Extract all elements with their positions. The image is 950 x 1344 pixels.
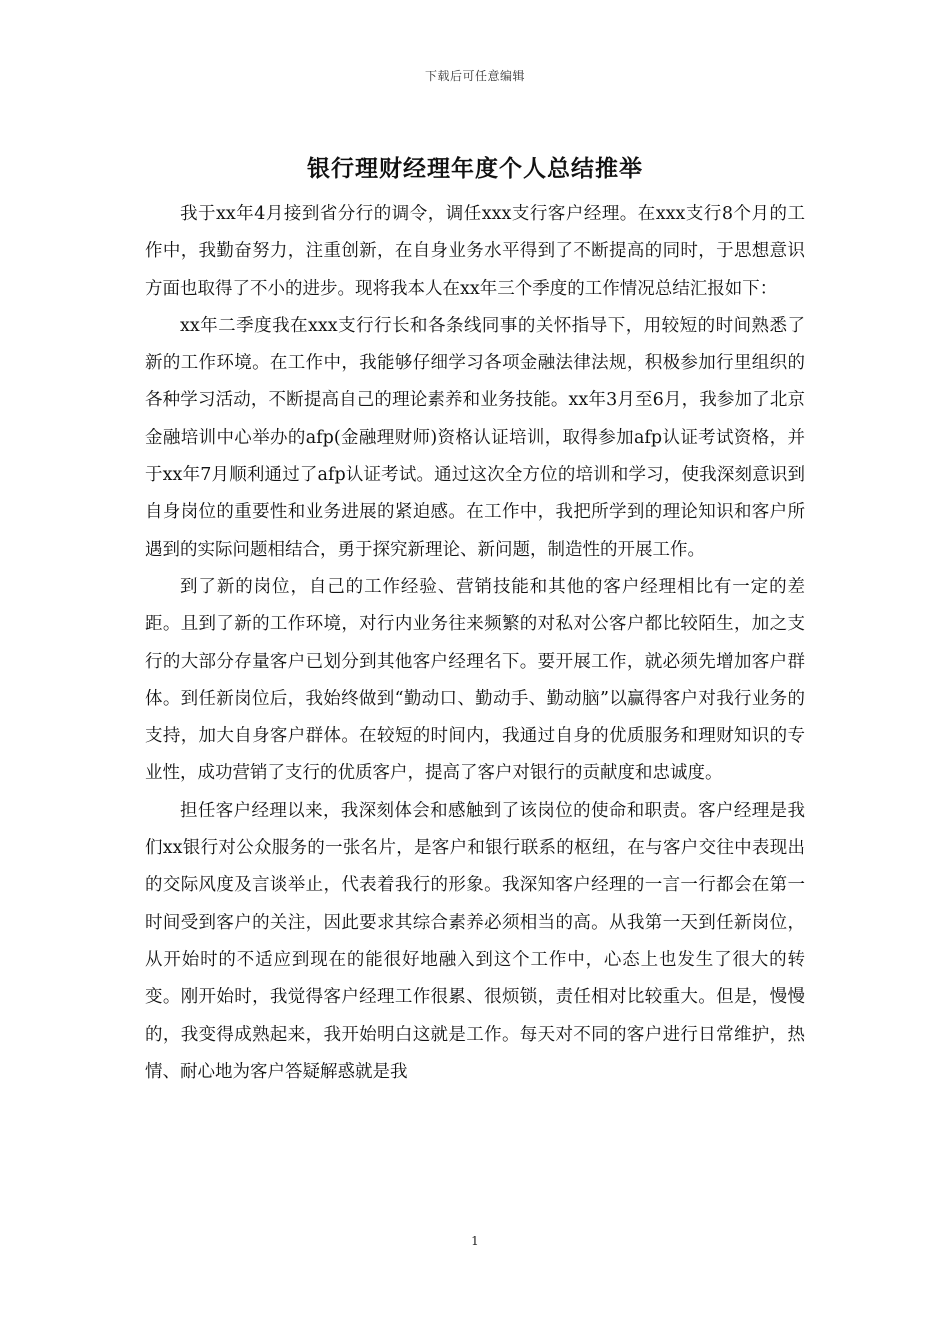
page-number: 1 — [471, 1234, 479, 1248]
document-body — [145, 196, 805, 1091]
paragraph-2: xx年二季度我在xxx支行行长和各条线同事的关怀指导下，用较短的时间熟悉了新的工作环境。在工作中，我能够仔细学习各项金融法律法规，积极参加行里组织的各种学习活动，不断提高自己的理论素养和业务技能。xx年3月至6月，我参加了北京金融培训中心举办的afp(金融理财师)资格认证培训，取得参加afp认证考试资格，并于xx年7月顺利通过了afp认证考试。通过这次全方位的培训和学习，使我深刻意识到自身岗位的重要性和业务进展的紧迫感。在工作中，我把所学到的理论知识和客户所遇到的实际问题相结合，勇于探究新理论、新问题，制造性的开展工作。 — [145, 315, 805, 560]
document-title: 银行理财经理年度个人总结推举 — [307, 155, 643, 182]
paragraph-1: 我于xx年4月接到省分行的调令，调任xxx支行客户经理。在xxx支行8个月的工作中，我勤奋努力，注重创新，在自身业务水平得到了不断提高的同时，于思想意识方面也取得了不小的进步。现将我本人在xx年三个季度的工作情况总结汇报如下： — [145, 204, 805, 299]
header-note: 下载后可任意编辑 — [424, 69, 525, 83]
paragraph-4: 担任客户经理以来，我深刻体会和感触到了该岗位的使命和职责。客户经理是我们xx银行对公众服务的一张名片，是客户和银行联系的枢纽，在与客户交往中表现出的交际风度及言谈举止，代表着我行的形象。我深知客户经理的一言一行都会在第一时间受到客户的关注，因此要求其综合素养必须相当的高。从我第一天到任新岗位，从开始时的不适应到现在的能很好地融入到这个工作中，心态上也发生了很大的转变。刚开始时，我觉得客户经理工作很累、很烦锁，责任相对比较重大。但是，慢慢的，我变得成熟起来，我开始明白这就是工作。每天对不同的客户进行日常维护，热情、耐心地为客户答疑解惑就是我 — [145, 800, 805, 1082]
paragraph-3: 到了新的岗位，自己的工作经验、营销技能和其他的客户经理相比有一定的差距。且到了新的工作环境，对行内业务往来频繁的对私对公客户都比较陌生，加之支行的大部分存量客户已划分到其他客户经理名下。要开展工作，就必须先增加客户群体。到任新岗位后，我始终做到“勤动口、勤动手、勤动脑”以赢得客户对我行业务的支持，加大自身客户群体。在较短的时间内，我通过自身的优质服务和理财知识的专业性，成功营销了支行的优质客户，提高了客户对银行的贡献度和忠诚度。 — [145, 576, 805, 784]
